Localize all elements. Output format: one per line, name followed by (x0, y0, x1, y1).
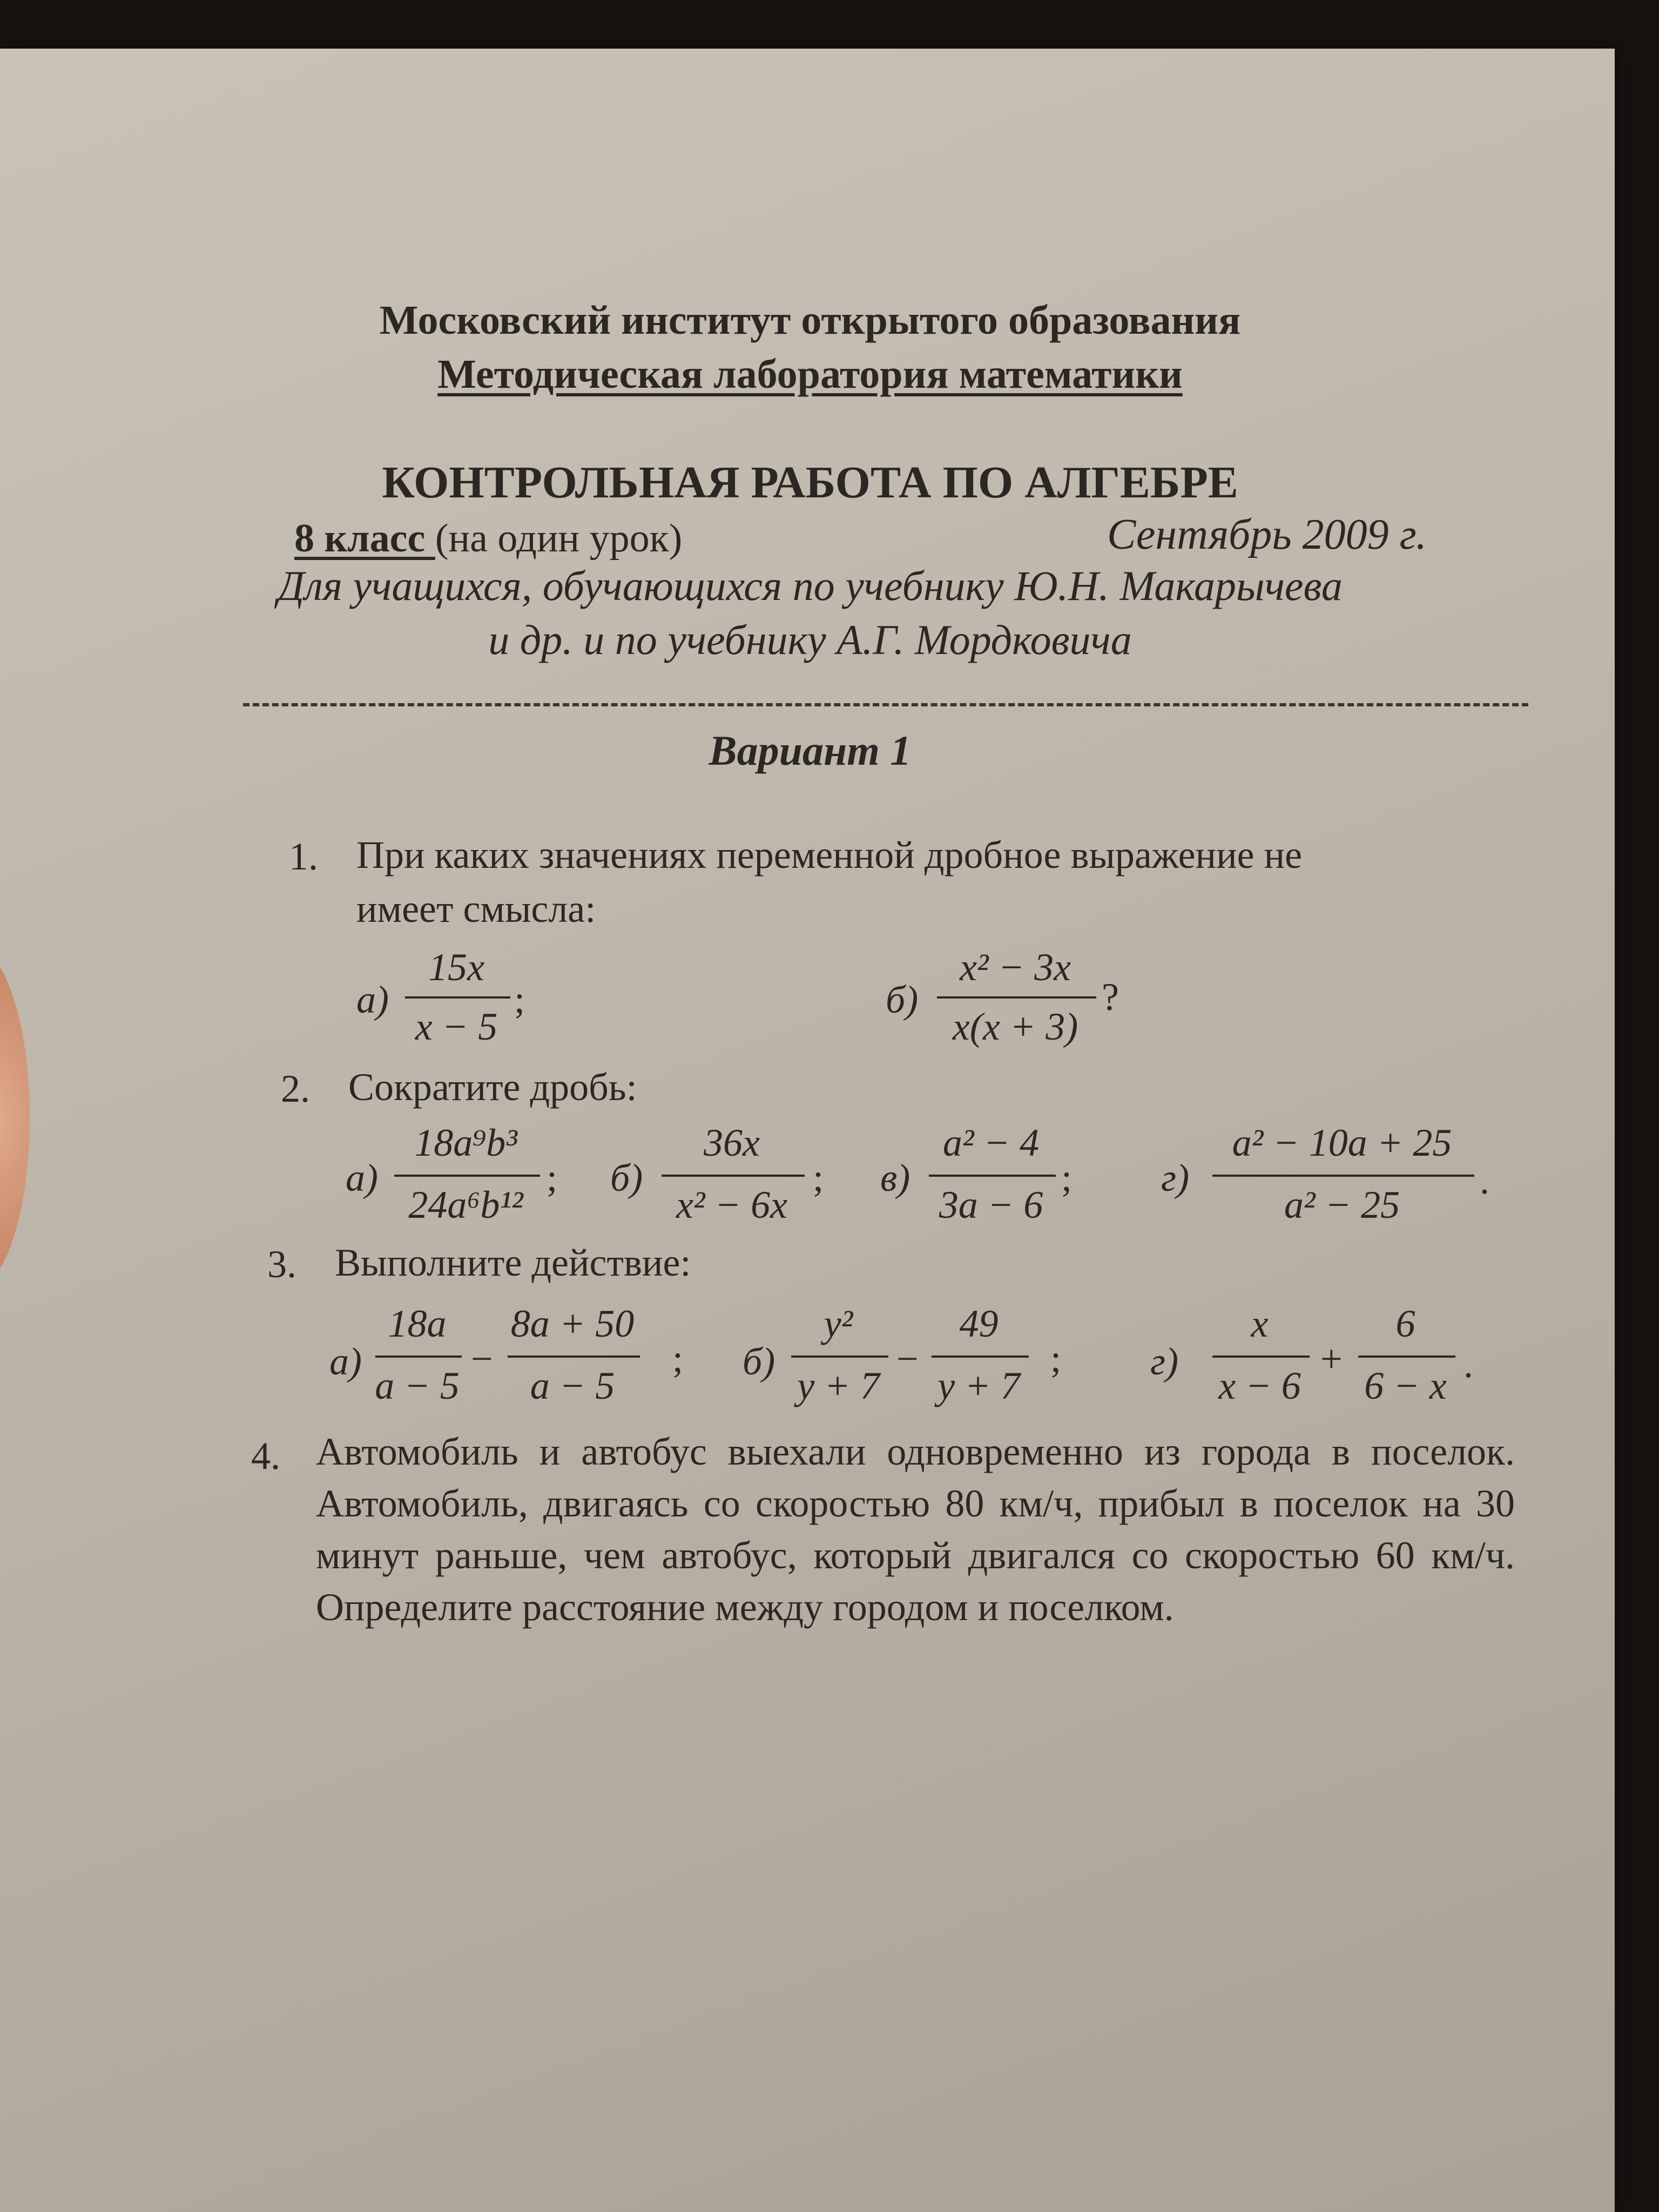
task-2b-bar (662, 1175, 805, 1177)
task-2a-sep: ; (547, 1156, 558, 1199)
task-3b-bar-1 (791, 1355, 888, 1358)
task-3g-numerator-1: x (1251, 1302, 1269, 1345)
task-3b-numerator-2: 49 (959, 1302, 999, 1345)
task-1b-sep: ? (1102, 975, 1119, 1019)
task-1b-fraction (886, 945, 1156, 1064)
task-1-text-line-1: При каких значениях переменной дробное выражение не (356, 833, 1303, 876)
task-2b-numerator: 36x (704, 1121, 760, 1164)
task-2a-fraction (346, 1121, 572, 1239)
task-2g-bar (1212, 1175, 1474, 1177)
task-1a-bar (405, 996, 510, 999)
task-3-number: 3. (267, 1243, 296, 1286)
task-1b-bar (937, 996, 1096, 999)
task-3g-numerator-2: 6 (1395, 1302, 1415, 1345)
task-2b-sep: ; (813, 1156, 824, 1199)
task-3g-operator: + (1320, 1337, 1343, 1380)
task-2a-bar (394, 1175, 540, 1177)
task-1a-sep: ; (514, 978, 525, 1021)
divider (243, 703, 1528, 706)
task-2g-fraction (1161, 1121, 1507, 1239)
task-3b-operator: − (896, 1337, 919, 1380)
task-1a-fraction (356, 945, 562, 1053)
task-1b-label: б) (886, 978, 919, 1021)
task-3b-denominator-1: y + 7 (797, 1364, 880, 1407)
task-2a-denominator: 24a⁶b¹² (408, 1183, 523, 1226)
task-2-text: Сократите дробь: (348, 1065, 637, 1109)
task-3a-operator: − (471, 1337, 493, 1380)
task-3a-numerator-1: 18a (388, 1302, 447, 1345)
task-3b-label: б) (743, 1340, 775, 1383)
task-2g-sep: . (1480, 1159, 1489, 1202)
task-3-text: Выполните действие: (335, 1241, 691, 1284)
task-2v-label: в) (880, 1156, 911, 1199)
task-3g-bar-2 (1358, 1355, 1455, 1358)
task-2v-denominator: 3a − 6 (939, 1183, 1043, 1226)
task-3b-denominator-2: y + 7 (938, 1364, 1020, 1407)
task-3b-sep: ; (1050, 1337, 1062, 1380)
task-3a-bar-1 (375, 1355, 462, 1358)
task-3g-sep: . (1464, 1343, 1473, 1386)
task-2g-numerator: a² − 10a + 25 (1232, 1121, 1452, 1164)
task-2b-fraction (610, 1121, 837, 1239)
task-4-number: 4. (251, 1434, 280, 1478)
task-2b-denominator: x² − 6x (676, 1183, 788, 1226)
task-3g-expression (1150, 1301, 1496, 1426)
task-2v-sep: ; (1061, 1156, 1073, 1199)
task-3g-denominator-2: 6 − x (1364, 1364, 1447, 1407)
task-1-number: 1. (289, 835, 318, 878)
institute-name: Московский институт открытого образования (379, 298, 1241, 343)
task-3a-sep: ; (672, 1337, 684, 1380)
lab-name (0, 351, 1620, 398)
task-2a-numerator: 18a⁹b³ (414, 1121, 517, 1164)
task-3a-bar-2 (508, 1355, 640, 1358)
task-3a-label: а) (329, 1340, 362, 1383)
date-text: Сентябрь 2009 г. (1107, 511, 1427, 558)
task-3b-numerator-1: y² (824, 1302, 853, 1345)
grade-text: 8 класс (294, 516, 435, 561)
task-2a-label: а) (346, 1156, 378, 1199)
task-1a-denominator: x − 5 (415, 1005, 498, 1048)
task-3b-expression (743, 1301, 1077, 1426)
task-3g-label: г) (1150, 1340, 1179, 1383)
lesson-text: (на один урок) (435, 516, 683, 561)
task-3a-denominator-1: a − 5 (375, 1364, 460, 1407)
task-2v-fraction (880, 1121, 1096, 1239)
task-1a-label: а) (356, 978, 389, 1021)
task-4-text: Автомобиль и автобус выехали одновременно из города в поселок. Автомобиль, двигаясь со скоростью 80 км/ч, прибыл в поселок на 30 минут раньше, чем автобус, который двигался со скоростью 60 км/ч. Определите расстояние между городом и поселком. (316, 1430, 1515, 1629)
task-2g-denominator: a² − 25 (1284, 1183, 1400, 1226)
task-1-text-line-2: имеет смысла: (356, 887, 596, 930)
task-2b-label: б) (610, 1156, 643, 1199)
lab-name-text: Методическая лаборатория математики (437, 352, 1183, 397)
task-1a-numerator: 15x (428, 946, 484, 989)
task-3a-denominator-2: a − 5 (530, 1364, 615, 1407)
task-2g-label: г) (1161, 1156, 1190, 1199)
variant-title: Вариант 1 (709, 727, 912, 774)
task-2v-bar (929, 1175, 1056, 1177)
task-2v-numerator: a² − 4 (942, 1121, 1040, 1164)
grade-line (294, 516, 682, 562)
task-1b-numerator: x² − 3x (959, 946, 1071, 989)
audience-line-2: и др. и по учебнику А.Г. Мордковича (488, 616, 1132, 663)
task-2-number: 2. (281, 1067, 310, 1110)
task-3g-bar-1 (1212, 1355, 1310, 1358)
task-1b-denominator: x(x + 3) (952, 1005, 1078, 1048)
task-3a-expression (329, 1301, 707, 1426)
task-3b-bar-2 (932, 1355, 1029, 1358)
task-3g-denominator-1: x − 6 (1218, 1364, 1301, 1407)
task-3a-numerator-2: 8a + 50 (510, 1302, 635, 1345)
audience-line-1: Для учащихся, обучающихся по учебнику Ю.Н. Макарычева (278, 562, 1343, 609)
page-title: КОНТРОЛЬНАЯ РАБОТА ПО АЛГЕБРЕ (382, 457, 1238, 508)
